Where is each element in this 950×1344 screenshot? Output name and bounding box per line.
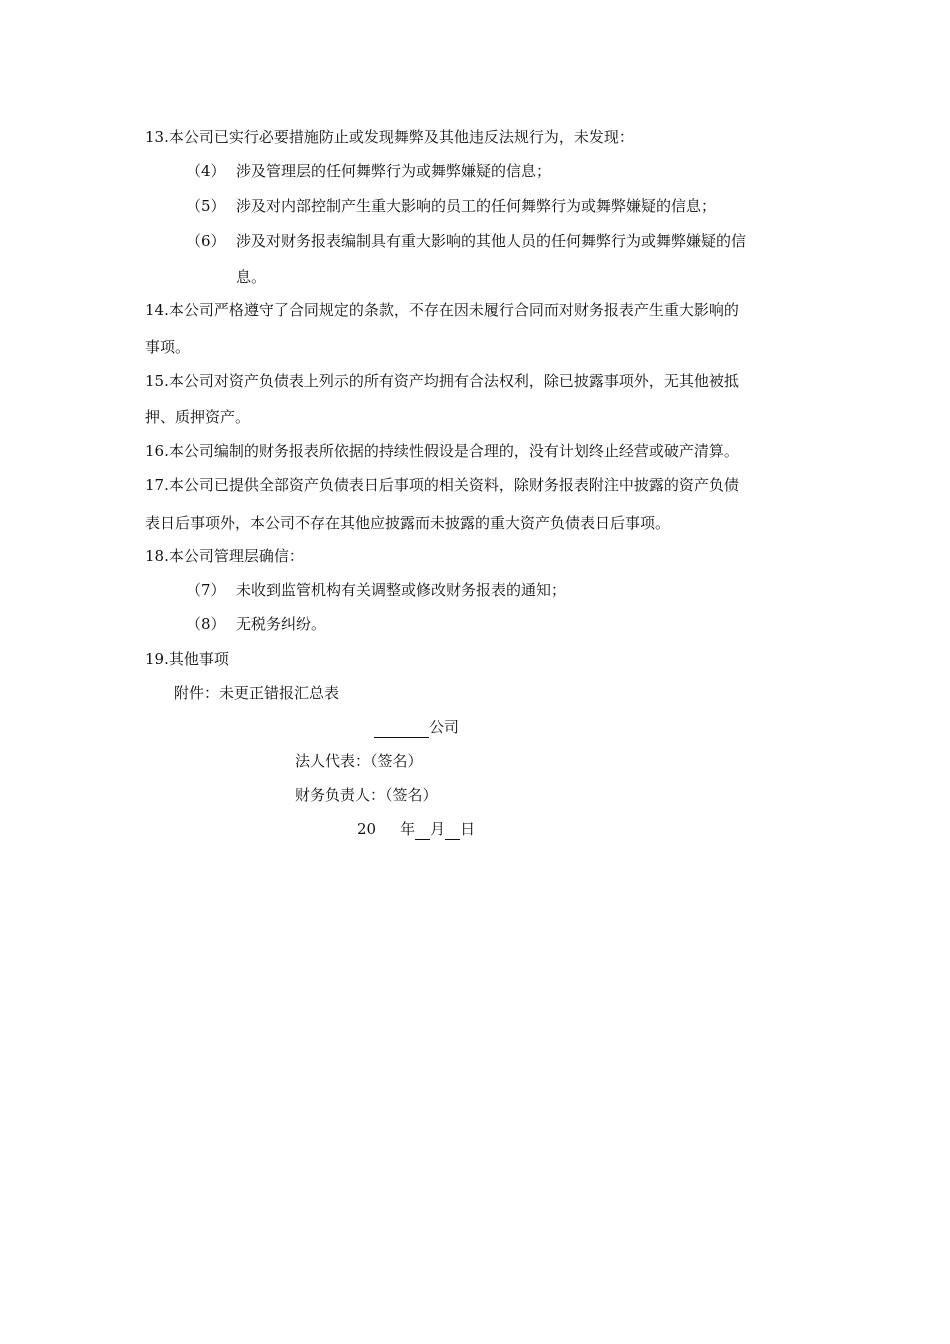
item-13-heading: 13.本公司已实行必要措施防止或发现舞弊及其他违反法规行为，未发现： <box>145 128 634 146</box>
sub-number: （7） <box>186 581 226 599</box>
item-15-line-1: 15.本公司对资产负债表上列示的所有资产均拥有合法权利，除已披露事项外，无其他被抵 <box>145 372 739 390</box>
item-17-line-2: 表日后事项外，本公司不存在其他应披露而未披露的重大资产负债表日后事项。 <box>145 514 671 532</box>
company-name-line <box>374 717 459 738</box>
date-year: 20 <box>357 820 377 838</box>
sub-text: 无税务纠纷。 <box>236 615 327 633</box>
item-14-line-2: 事项。 <box>145 338 191 356</box>
item-16-line-1: 16.本公司编制的财务报表所依据的持续性假设是合理的，没有计划终止经营或破产清算。 <box>145 442 739 460</box>
signature-date <box>357 819 475 840</box>
sub-text: 涉及管理层的任何舞弊行为或舞弊嫌疑的信息； <box>236 162 552 180</box>
company-suffix: 公司 <box>429 718 460 736</box>
date-month-label: 月 <box>430 820 446 838</box>
date-year-label: 年 <box>400 820 416 838</box>
sub-number: （6） <box>186 232 226 250</box>
month-blank <box>415 819 430 840</box>
day-blank <box>445 819 460 840</box>
sub-text: 涉及对财务报表编制具有重大影响的其他人员的任何舞弊行为或舞弊嫌疑的信 <box>236 232 747 250</box>
attachment-note: 附件：未更正错报汇总表 <box>174 684 340 702</box>
legal-rep-signature: 法人代表：（签名） <box>295 752 423 770</box>
sub-number: （8） <box>186 615 226 633</box>
item-19-heading: 19.其他事项 <box>145 650 229 668</box>
item-13-sub-6-continuation: 息。 <box>236 268 267 286</box>
date-day-label: 日 <box>460 820 476 838</box>
sub-text: 未收到监管机构有关调整或修改财务报表的通知； <box>236 581 567 599</box>
item-14-line-1: 14.本公司严格遵守了合同规定的条款，不存在因未履行合同而对财务报表产生重大影响的 <box>145 301 739 319</box>
item-18-heading: 18.本公司管理层确信： <box>145 547 304 565</box>
finance-head-signature: 财务负责人：（签名） <box>295 786 438 804</box>
item-15-line-2: 押、质押资产。 <box>145 408 251 426</box>
sub-number: （4） <box>186 162 226 180</box>
company-name-blank <box>374 717 429 738</box>
item-17-line-1: 17.本公司已提供全部资产负债表日后事项的相关资料，除财务报表附注中披露的资产负债 <box>145 476 739 494</box>
sub-text: 涉及对内部控制产生重大影响的员工的任何舞弊行为或舞弊嫌疑的信息； <box>236 197 717 215</box>
sub-number: （5） <box>186 197 226 215</box>
